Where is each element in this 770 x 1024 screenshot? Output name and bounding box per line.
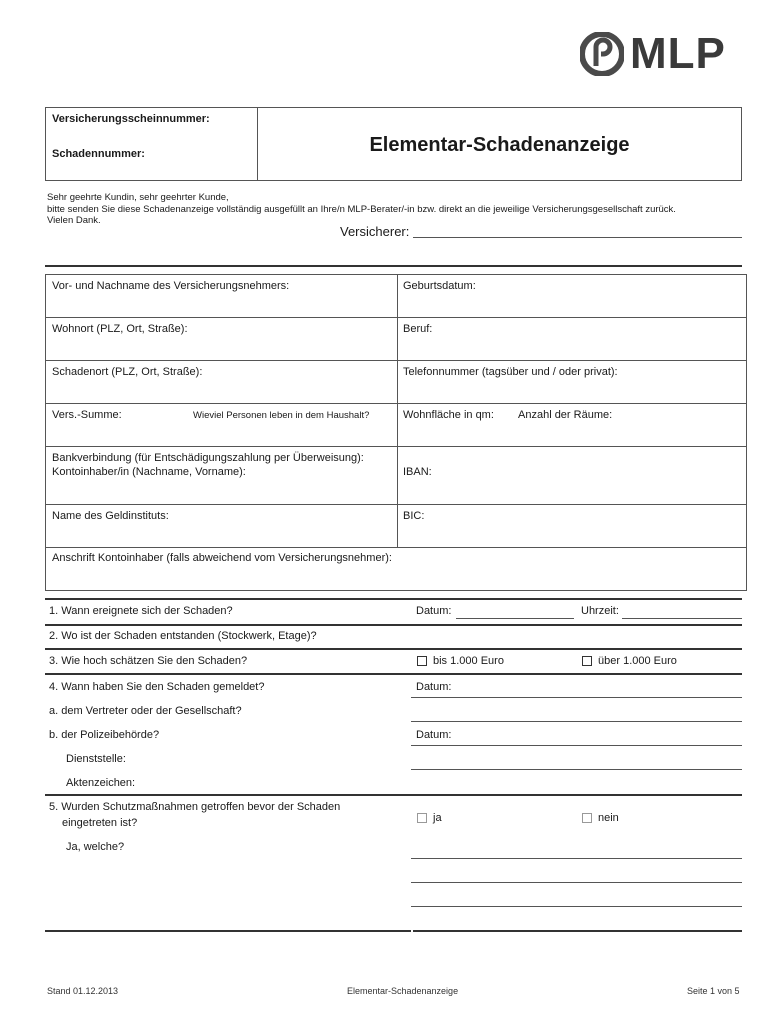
bic-field[interactable]: BIC: [403,510,425,522]
claim-number-label: Schadennummer: [52,148,145,160]
section-divider [45,265,742,267]
intro-thanks: Vielen Dank. [47,215,101,226]
q4-answer-line[interactable] [411,697,742,698]
policy-number-label: Versicherungsscheinnummer: [52,113,210,125]
office-answer-line[interactable] [411,769,742,770]
which-measures-label: Ja, welche? [66,841,125,853]
option-over-1000: über 1.000 Euro [598,655,677,667]
option-yes: ja [433,812,442,824]
iban-field[interactable]: IBAN: [403,466,432,478]
rooms-field[interactable]: Anzahl der Räume: [518,409,613,421]
file-number-label: Aktenzeichen: [66,777,136,789]
household-persons-field[interactable]: Wieviel Personen leben in dem Haushalt? [193,410,370,421]
grid-row-divider [46,547,746,548]
intro-text [47,192,676,227]
question-divider [45,794,742,796]
option-no: nein [598,812,619,824]
question-4a: a. dem Vertreter oder der Gesellschaft? [49,705,242,717]
q1-date-line[interactable] [456,618,574,619]
sum-insured-field[interactable]: Vers.-Summe: [52,409,122,421]
q4-date-label: Datum: [416,681,452,693]
occupation-field[interactable]: Beruf: [403,323,433,335]
measures-answer-line[interactable] [411,858,742,859]
header-number-fields [46,108,258,180]
intro-instruction: bitte senden Sie diese Schadenanzeige vollständig ausgefüllt an Ihre/n MLP-Berater/-in bzw. direkt an die jeweilige Versicherungsgesellschaft zurück. [47,203,676,215]
checkbox-up-to-1000[interactable] [417,656,427,666]
intro-greeting: Sehr geehrte Kundin, sehr geehrter Kunde, [47,192,229,203]
account-holder-field[interactable]: Kontoinhaber/in (Nachname, Vorname): [52,466,246,478]
mlp-logo [580,29,726,78]
checkbox-yes[interactable] [417,813,427,823]
grid-row-divider [46,360,746,361]
measures-answer-line[interactable] [411,906,742,907]
question-5: 5. Wurden Schutzmaßnahmen getroffen bevor der Schaden [49,801,341,813]
checkbox-no[interactable] [582,813,592,823]
closing-rule [413,930,742,932]
phone-field[interactable]: Telefonnummer (tagsüber und / oder privat): [403,366,618,378]
office-label: Dienststelle: [66,753,126,765]
option-up-to-1000: bis 1.000 Euro [433,655,504,667]
question-divider [45,673,742,675]
q1-date-label: Datum: [416,605,452,617]
logo-text: MLP [630,29,726,78]
living-area-field[interactable]: Wohnfläche in qm: [403,409,494,421]
grid-row-divider [46,446,746,447]
header-box [45,107,742,181]
question-4b: b. der Polizeibehörde? [49,729,160,741]
question-1: 1. Wann ereignete sich der Schaden? [49,605,233,617]
bank-name-field[interactable]: Name des Geldinstituts: [52,510,169,522]
mlp-logo-icon [580,32,624,76]
residence-field[interactable]: Wohnort (PLZ, Ort, Straße): [52,323,188,335]
grid-column-divider [397,275,398,547]
grid-row-divider [46,504,746,505]
insurer-input-line[interactable] [413,237,742,238]
closing-rule [45,930,411,932]
q4b-answer-line[interactable] [411,745,742,746]
name-field[interactable]: Vor- und Nachname des Versicherungsnehmers: [52,280,290,292]
question-3: 3. Wie hoch schätzen Sie den Schaden? [49,655,248,667]
q1-time-label: Uhrzeit: [581,605,619,617]
question-divider [45,598,742,600]
grid-row-divider [46,317,746,318]
question-5-continued: eingetreten ist? [62,817,138,829]
footer-document-name: Elementar-Schadenanzeige [347,986,459,996]
footer-page-number: Seite 1 von 5 [687,986,740,996]
holder-address-field[interactable]: Anschrift Kontoinhaber (falls abweichend vom Versicherungsnehmer): [52,552,392,564]
question-4: 4. Wann haben Sie den Schaden gemeldet? [49,681,265,693]
question-divider [45,648,742,650]
birthdate-field[interactable]: Geburtsdatum: [403,280,476,292]
footer-date: Stand 01.12.2013 [47,986,119,996]
insurer-label: Versicherer: [340,224,410,239]
question-2: 2. Wo ist der Schaden entstanden (Stockwerk, Etage)? [49,630,317,642]
damage-location-field[interactable]: Schadenort (PLZ, Ort, Straße): [52,366,203,378]
q4b-date-label: Datum: [416,729,452,741]
form-title: Elementar-Schadenanzeige [369,134,630,156]
question-divider [45,624,742,626]
measures-answer-line[interactable] [411,882,742,883]
q4a-answer-line[interactable] [411,721,742,722]
checkbox-over-1000[interactable] [582,656,592,666]
grid-row-divider [46,403,746,404]
bank-details-label: Bankverbindung (für Entschädigungszahlung per Überweisung): [52,452,364,464]
policyholder-grid [45,274,747,591]
q1-time-line[interactable] [622,618,742,619]
